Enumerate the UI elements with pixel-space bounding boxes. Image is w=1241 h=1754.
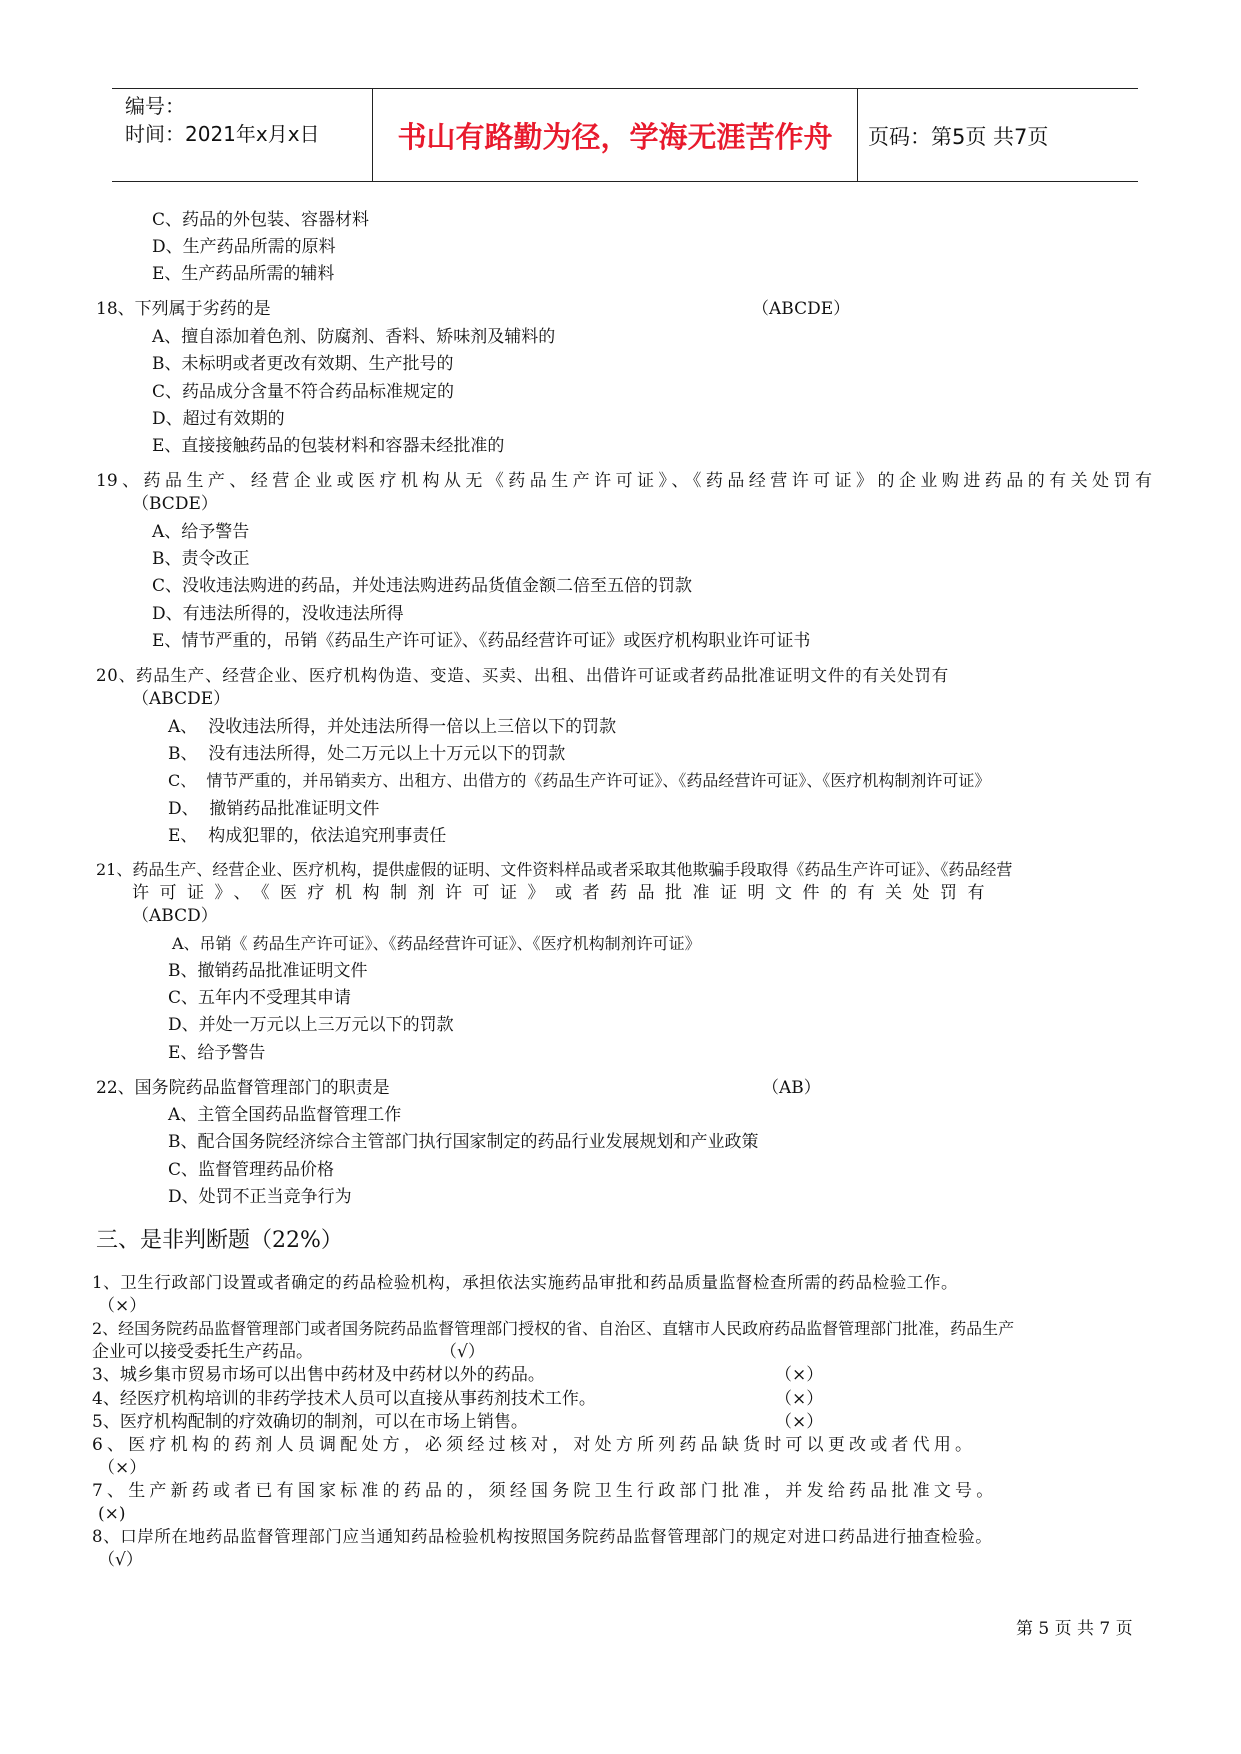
judgement-6: 6、医疗机构的药剂人员调配处方，必须经过核对，对处方所列药品缺货时可以更改或者代用。: [92, 1435, 977, 1455]
question-21-cont: 许可证》、《医疗机构制剂许可证》或者药品批准证明文件的有关处罚有: [132, 883, 995, 903]
option-line: C、监督管理药品价格: [168, 1160, 335, 1180]
answer-t7: (×): [98, 1504, 126, 1524]
question-18: 18、下列属于劣药的是: [96, 299, 271, 319]
option-line: B、未标明或者更改有效期、生产批号的: [152, 354, 454, 374]
answer-t8: （√）: [98, 1550, 143, 1570]
header-divider-left: [372, 88, 373, 181]
option-line: B、责令改正: [152, 549, 250, 569]
judgement-5: 5、医疗机构配制的疗效确切的制剂，可以在市场上销售。: [92, 1412, 528, 1432]
option-line: E、给予警告: [168, 1043, 266, 1063]
judgement-1: 1、卫生行政部门设置或者确定的药品检验机构，承担依法实施药品审批和药品质量监督检查所需的药品检验工作。: [92, 1273, 959, 1292]
option-line: E、情节严重的，吊销《药品生产许可证》、《药品经营许可证》或医疗机构职业许可证书: [152, 631, 811, 651]
option-line: E、生产药品所需的辅料: [152, 264, 335, 284]
judgement-7: 7、生产新药或者已有国家标准的药品的，须经国务院卫生行政部门批准，并发给药品批准文号。: [92, 1481, 998, 1501]
section-heading: 三、是非判断题（22%）: [96, 1228, 343, 1253]
option-line: C、药品的外包装、容器材料: [152, 210, 370, 230]
option-line: E、 构成犯罪的，依法追究刑事责任: [168, 826, 447, 846]
judgement-2: 2、经国务院药品监督管理部门或者国务院药品监督管理部门授权的省、自治区、直辖市人民政府药品监督管理部门批准，药品生产: [92, 1319, 1015, 1338]
judgement-4: 4、经医疗机构培训的非药学技术人员可以直接从事药剂技术工作。: [92, 1389, 596, 1409]
judgement-8: 8、口岸所在地药品监督管理部门应当通知药品检验机构按照国务院药品监督管理部门的规定对进口药品进行抽查检验。: [92, 1527, 993, 1546]
answer-t6: （×）: [98, 1458, 147, 1478]
option-line: B、 没有违法所得，处二万元以上十万元以下的罚款: [168, 744, 566, 764]
answer-18: （ABCDE）: [752, 299, 851, 319]
option-line: A、给予警告: [152, 522, 250, 542]
answer-19: （BCDE）: [132, 494, 218, 514]
option-line: D、处罚不正当竞争行为: [168, 1187, 352, 1207]
question-19: 19、药品生产、经营企业或医疗机构从无《药品生产许可证》、《药品经营许可证》的企业购进药品的有关处罚有: [96, 471, 1152, 491]
option-line: D、生产药品所需的原料: [152, 237, 336, 257]
answer-t1: （×）: [98, 1296, 147, 1316]
option-line: C、五年内不受理其申请: [168, 988, 352, 1008]
option-line: A、擅自添加着色剂、防腐剂、香料、矫味剂及辅料的: [152, 327, 556, 347]
answer-20: （ABCDE）: [132, 689, 231, 709]
answer-t4: （×）: [775, 1389, 824, 1409]
header-top-rule: [112, 88, 1138, 89]
option-line: A、主管全国药品监督管理工作: [168, 1105, 402, 1125]
judgement-3: 3、城乡集市贸易市场可以出售中药材及中药材以外的药品。: [92, 1365, 545, 1385]
question-22: 22、国务院药品监督管理部门的职责是: [96, 1078, 390, 1098]
option-line: A、 没收违法所得，并处违法所得一倍以上三倍以下的罚款: [168, 717, 617, 737]
option-line: D、超过有效期的: [152, 409, 285, 429]
option-line: C、 情节严重的，并吊销卖方、出租方、出借方的《药品生产许可证》、《药品经营许可证》、《医疗机构制剂许可证》: [168, 771, 991, 790]
answer-22: （AB）: [762, 1078, 821, 1098]
question-21: 21、药品生产、经营企业、医疗机构，提供虚假的证明、文件资料样品或者采取其他欺骗手段取得《药品生产许可证》、《药品经营: [96, 860, 1013, 879]
option-line: D、 撤销药品批准证明文件: [168, 799, 380, 819]
question-20: 20、药品生产、经营企业、医疗机构伪造、变造、买卖、出租、出借许可证或者药品批准证明文件的有关处罚有: [96, 666, 949, 685]
header-meta: [125, 92, 320, 148]
page-footer: 第 5 页 共 7 页: [1016, 1619, 1133, 1639]
option-line: B、撤销药品批准证明文件: [168, 961, 368, 981]
judgement-2-cont: 企业可以接受委托生产药品。: [92, 1342, 313, 1362]
option-line: E、直接接触药品的包装材料和容器未经批准的: [152, 436, 505, 456]
option-line: B、配合国务院经济综合主管部门执行国家制定的药品行业发展规划和产业政策: [168, 1132, 759, 1152]
option-line: A、吊销《 药品生产许可证》、《药品经营许可证》、《医疗机构制剂许可证》: [172, 934, 701, 953]
option-line: D、有违法所得的，没收违法所得: [152, 604, 404, 624]
time-label: 时间：2021年x月x日: [125, 122, 320, 146]
answer-t3: （×）: [775, 1365, 824, 1385]
page-indicator: 页码：第5页 共7页: [868, 125, 1049, 149]
header-bottom-rule: [112, 181, 1138, 182]
answer-t5: （×）: [775, 1412, 824, 1432]
option-line: C、药品成分含量不符合药品标准规定的: [152, 382, 455, 402]
answer-21: （ABCD）: [132, 906, 218, 926]
option-line: C、没收违法购进的药品，并处违法购进药品货值金额二倍至五倍的罚款: [152, 576, 693, 596]
header-divider-right: [857, 88, 858, 181]
option-line: D、并处一万元以上三万元以下的罚款: [168, 1015, 454, 1035]
answer-t2: （√）: [440, 1342, 485, 1362]
number-label: 编号：: [125, 94, 185, 118]
motto: 书山有路勤为径，学海无涯苦作舟: [397, 120, 833, 154]
